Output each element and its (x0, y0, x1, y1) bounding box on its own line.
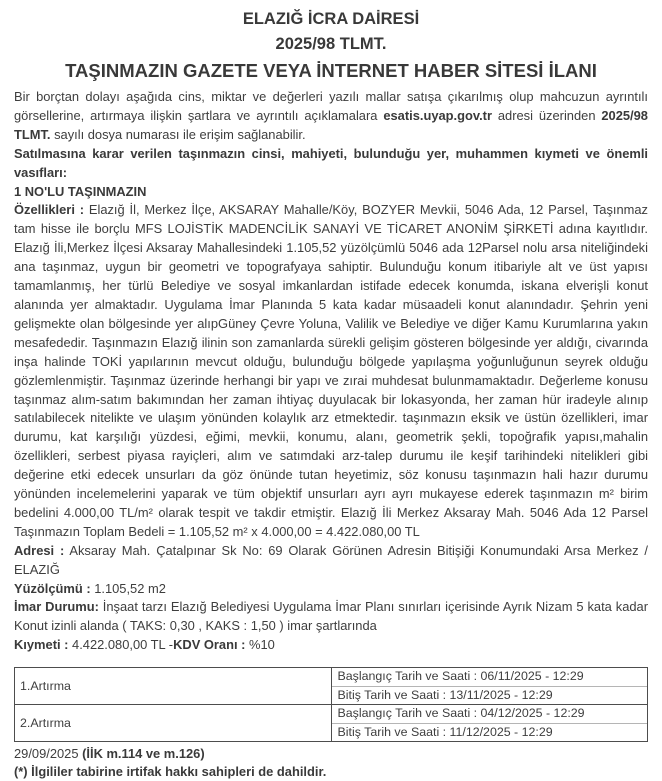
address-line (14, 542, 648, 580)
auction-1-times (331, 668, 648, 705)
value-amount: 4.422.080,00 TL - (68, 637, 174, 653)
area-label: Yüzölçümü : (14, 580, 91, 596)
auction-2-name: 2.Artırma (15, 705, 332, 742)
footer-law-ref: (İİK m.114 ve m.126) (82, 746, 205, 762)
auction-1-start: Başlangıç Tarih ve Saati : 06/11/2025 - 12:29 (332, 668, 648, 687)
footer-date-line (14, 745, 648, 763)
intro-text-2: adresi üzerinden (491, 107, 602, 123)
document-body (14, 88, 648, 655)
file-number-bold: 2025/98 TLMT. (14, 107, 648, 142)
auction-2-start: Başlangıç Tarih ve Saati : 04/12/2025 - 12:29 (332, 705, 648, 724)
auction-2-end: Bitiş Tarih ve Saati : 11/12/2025 - 12:29 (337, 724, 553, 739)
header-court-name: ELAZIĞ İCRA DAİRESİ (242, 10, 420, 28)
address-label: Adresi : (14, 542, 65, 558)
footer-note: (*) İlgililer tabirine irtifak hakkı sahipleri de dahildir. (14, 763, 327, 779)
intro-text-1: Bir borçtan dolayı aşağıda cins, miktar ve değerleri yazılı mallar satışa çıkarılmış olup mahcuzun ayrıntılı görsellerine, artırmaya ilişkin şartlara ve ayrıntılı açıklamalara (14, 89, 648, 123)
area-text: 1.105,52 m2 (90, 580, 166, 596)
auction-schedule-table (14, 667, 648, 742)
auction-row-2 (15, 705, 648, 742)
esatis-url: esatis.uyap.gov.tr (383, 107, 492, 123)
kdv-label: KDV Oranı : (173, 637, 246, 653)
value-line (14, 636, 648, 655)
intro-text-3: sayılı dosya numarası ile erişim sağlanabilir. (50, 126, 306, 142)
property-number-heading: 1 NO'LU TAŞINMAZIN (14, 183, 147, 199)
auction-1-end: Bitiş Tarih ve Saati : 13/11/2025 - 12:29 (337, 687, 553, 702)
auction-1-name: 1.Artırma (15, 668, 332, 705)
intro-paragraph (14, 88, 648, 145)
value-label: Kıymeti : (14, 637, 69, 653)
auction-row-1 (15, 668, 648, 705)
zoning-paragraph (14, 598, 648, 636)
features-text: Elazığ İl, Merkez İlçe, AKSARAY Mahalle/Köy, BOZYER Mevkii, 5046 Ada, 12 Parsel, Taşınmaz tam hisse ile borçlu MFS LOJİSTİK MADENCİLİK SANAYİ VE TİCARET ANONİM ŞİRKETİ adına kayıtlıdır. Elazığ İli,Merkez İlçesi Aksaray Mahallesindeki 1.105,52 yüzölçümlü 5046 ada 12Parsel nolu arsa niteliğindeki ana taşınmaz, uygun bir geometri ve topografyaya sahiptir. Bulunduğu konum itibariyle alt ve üst yapısı tamamlanmış, her türlü Belediye ve sosyal imkanlardan istifade edecek konumda, iskana elverişli konut alanında yer almaktadır. Uygulama İmar Planında 5 kata kadar müsaadeli konut alanındadır. Şehrin yeni gelişmekte olan bölgesinde yer alıpGüney Çevre Yoluna, Valilik ve Belediye ve diğer Kamu Kurumlarına yakın mesafededir. Taşınmazın Elazığ ilinin son zamanlarda sürekli gelişim gösteren bölgesinde yer aldığı, civarında inşa halinde TOKİ yapılarının mevcut olduğu, bulunduğu bölgede yapılaşma yoğunluğunun seyrek olduğu gözlemlenmiştir. Taşınmaz üzerinde herhangi bir yapı ve zırai muhdesat bulunmamaktadır. Değerleme konusu taşınmaz alım-satım bakımından her zaman ihtiyaç duyulacak bir lokasyonda, her zaman hür iradeyle alınıp satılabilecek nitelikte ve ulaşım yönünden kolaylık arz etmektedir. taşınmazın eksik ve üstün özellikleri, imar durumu, kat karşılığı yüzdesi, eğimi, mevkii, konumu, alanı, geometrik şekli, topoğrafik yapısı,mahalin özellikleri, serbest piyasa rayiçleri, alım ve satımdaki arz-talep durumu ile keşif tarihindeki nitelikleri gibi değerine etki edecek unsurları da göz önünde tutan heyetimiz, söz konusu taşınmazın hali hazır durumu yönünden incelemelerini yaparak ve tüm objektif unsurları ayrı ayrı mukayese ederek taşınmazın m² birim bedelini 4.000,00 TL/m² olarak tespit ve takdir etmiştir. Elazığ İli Merkez Aksaray Mah. 5046 Ada 12 Parsel Taşınmazın Toplam Bedeli = 1.105,52 m² x 4.000,00 = 4.422.080,00 TL (14, 202, 648, 539)
zoning-text: İnşaat tarzı Elazığ Belediyesi Uygulama İmar Planı sınırları içerisinde Ayrık Nizam 5 kata kadar Konut izinli alanda ( TAKS: 0,30 , KAKS : 1,50 ) imar şartlarında (14, 599, 649, 634)
features-label: Özellikleri : (14, 202, 85, 218)
features-paragraph (14, 201, 648, 541)
footer-date: 29/09/2025 (14, 746, 83, 762)
decision-line: Satılmasına karar verilen taşınmazın cinsi, mahiyeti, bulunduğu yer, muhammen kıymeti ve önemli vasıfları: (14, 145, 648, 180)
kdv-value: %10 (245, 637, 275, 653)
address-text: Aksaray Mah. Çatalpınar Sk No: 69 Olarak Görünen Adresin Bitişiği Konumundaki Arsa Merkez / ELAZIĞ (14, 542, 648, 577)
auction-2-times (331, 705, 648, 742)
area-line (14, 580, 648, 599)
header-file-number: 2025/98 TLMT. (275, 35, 387, 53)
zoning-label: İmar Durumu: (14, 599, 99, 615)
header-announcement-title: TAŞINMAZIN GAZETE VEYA İNTERNET HABER SİTESİ İLANI (65, 60, 597, 81)
